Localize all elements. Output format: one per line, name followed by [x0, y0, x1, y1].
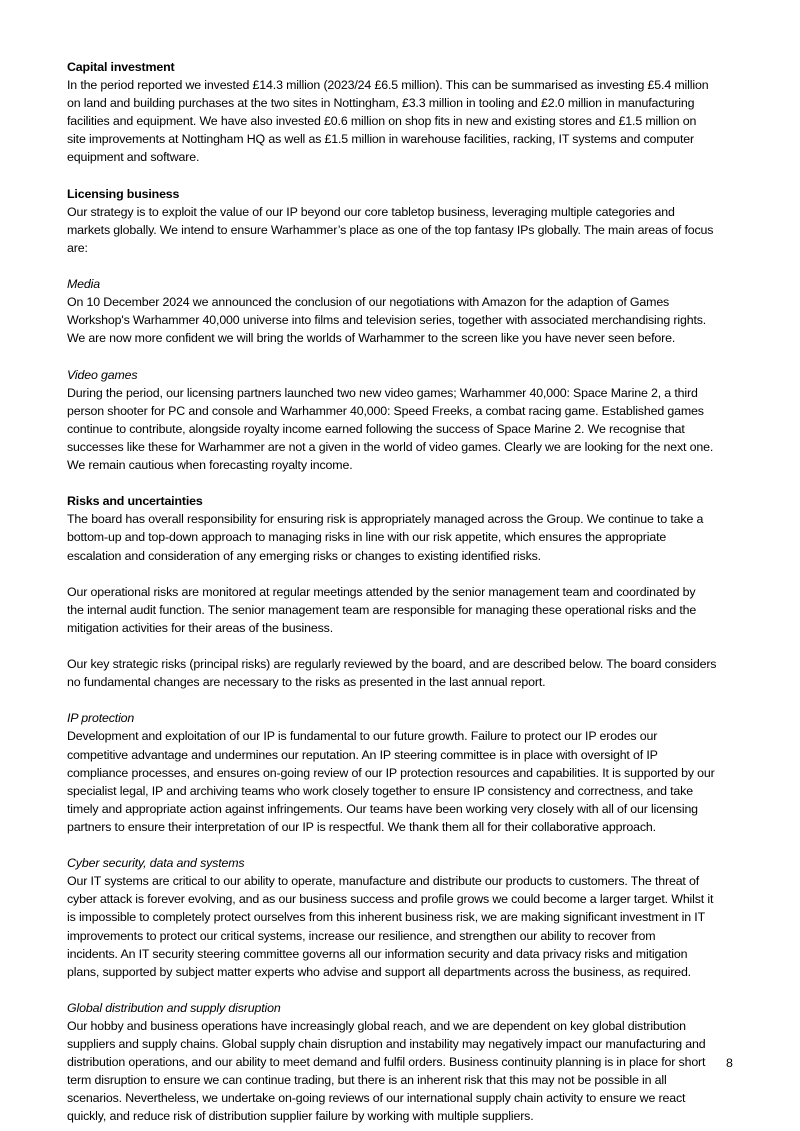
licensing-business-section	[67, 185, 739, 475]
text-line: improvements to protect our critical systems, increase our resilience, and strengthen our ability to recover from	[67, 928, 656, 943]
text-line: facilities and equipment. We have also invested £0.6 million on shop fits in new and existing stores and £1.5 million on	[67, 114, 697, 129]
text-line: partners to ensure their interpretation of our IP is respectful. We thank them all for their collaborative approach.	[67, 819, 656, 834]
spacer	[67, 565, 739, 583]
text-line: The board has overall responsibility for ensuring risk is appropriately managed across the Group. We continue to take a	[67, 512, 704, 527]
document-page	[67, 58, 739, 1126]
text-line: On 10 December 2024 we announced the conclusion of our negotiations with Amazon for the adaption of Games	[67, 295, 670, 310]
spacer	[67, 836, 739, 854]
spacer	[67, 637, 739, 655]
text-line: cyber attack is forever evolving, and as our business success and profile grows we could become a larger target. Whilst it	[67, 892, 714, 907]
spacer	[67, 691, 739, 709]
section-heading: Licensing business	[67, 186, 180, 201]
subsection-heading: Media	[67, 277, 100, 292]
spacer	[67, 348, 739, 366]
text-line: mitigation activities for their areas of the business.	[67, 620, 334, 635]
text-line: escalation and consideration of any emerging risks or changes to existing identified risks.	[67, 548, 541, 563]
media-paragraph	[67, 293, 739, 347]
spacer	[67, 257, 739, 275]
section-heading: Risks and uncertainties	[67, 494, 203, 509]
text-line: Our strategy is to exploit the value of our IP beyond our core tabletop business, leveraging multiple categories and	[67, 204, 675, 219]
text-line: successes like these for Warhammer are not a given in the world of video games. Clearly we are looking for the next one.	[67, 439, 714, 454]
text-line: competitive advantage and undermines our reputation. An IP steering committee is in place with oversight of IP	[67, 747, 658, 762]
text-line: Workshop's Warhammer 40,000 universe into films and television series, together with associated merchandising rights.	[67, 313, 707, 328]
text-line: Our IT systems are critical to our ability to operate, manufacture and distribute our products to customers. The threat of	[67, 874, 700, 889]
text-line: bottom-up and top-down approach to managing risks in line with our risk appetite, which ensures the appropriate	[67, 530, 667, 545]
risks-paragraph-2	[67, 583, 739, 637]
text-line: markets globally. We intend to ensure Warhammer’s place as one of the top fantasy IPs globally. The main areas of focus	[67, 222, 714, 237]
text-line: In the period reported we invested £14.3 million (2023/24 £6.5 million). This can be summarised as investing £5.4 million	[67, 78, 709, 93]
video-games-paragraph	[67, 384, 739, 474]
text-line: the internal audit function. The senior management team are responsible for managing these operational risks and the	[67, 602, 697, 617]
text-line: no fundamental changes are necessary to the risks as presented in the last annual report.	[67, 675, 546, 690]
text-line: distribution operations, and our ability to meet demand and fulfil orders. Business continuity planning is in place for short	[67, 1055, 706, 1070]
risks-paragraph-3	[67, 655, 739, 691]
text-line: on land and building purchases at the two sites in Nottingham, £3.3 million in tooling and £2.0 million in manufacturing	[67, 96, 695, 111]
capital-investment-paragraph	[67, 76, 739, 166]
spacer	[67, 981, 739, 999]
text-line: specialist legal, IP and archiving teams who work closely together to ensure IP consistency and correctness, and take	[67, 783, 693, 798]
text-line: Development and exploitation of our IP is fundamental to our future growth. Failure to protect our IP erodes our	[67, 729, 658, 744]
capital-investment-section	[67, 58, 739, 167]
subsection-heading: Global distribution and supply disruption	[67, 1000, 281, 1015]
text-line: continue to contribute, alongside royalty income earned following the success of Space Marine 2. We recognise that	[67, 421, 685, 436]
cyber-security-paragraph	[67, 872, 739, 981]
text-line: incidents. An IT security steering committee governs all our information security and data privacy risks and mitigation	[67, 946, 688, 961]
page-number: 8	[726, 1056, 733, 1070]
text-line: We are now more confident we will bring the worlds of Warhammer to the screen like you have never seen before.	[67, 331, 676, 346]
text-line: equipment and software.	[67, 150, 200, 165]
spacer	[67, 167, 739, 185]
text-line: quickly, and reduce risk of distribution supplier failure by working with multiple suppliers.	[67, 1109, 534, 1124]
text-line: term disruption to ensure we can continue trading, but there is an inherent risk that this may not be possible in all	[67, 1073, 667, 1088]
text-line: are:	[67, 240, 88, 255]
text-line: timely and appropriate action against infringements. Our teams have been working very closely with all of our licensing	[67, 801, 698, 816]
text-line: Our hobby and business operations have increasingly global reach, and we are dependent on key global distribution	[67, 1018, 686, 1033]
risks-paragraph-1	[67, 510, 739, 564]
risks-section	[67, 492, 739, 1125]
licensing-intro-paragraph	[67, 203, 739, 257]
subsection-heading: Cyber security, data and systems	[67, 856, 245, 871]
supply-disruption-paragraph	[67, 1017, 739, 1126]
text-line: Our operational risks are monitored at regular meetings attended by the senior management team and coordinated by	[67, 584, 696, 599]
text-line: suppliers and supply chains. Global supply chain disruption and instability may negatively impact our manufacturing and	[67, 1037, 706, 1052]
text-line: scenarios. Nevertheless, we undertake on-going reviews of our international supply chain activity to ensure we react	[67, 1091, 686, 1106]
text-line: is impossible to completely protect ourselves from this inherent business risk, we are making significant investment in IT	[67, 910, 705, 925]
text-line: compliance processes, and ensures on-going review of our IP protection resources and capabilities. It is supported by our	[67, 765, 715, 780]
ip-protection-paragraph	[67, 727, 739, 836]
text-line: site improvements at Nottingham HQ as well as £1.5 million in warehouse facilities, racking, IT systems and computer	[67, 132, 694, 147]
text-line: Our key strategic risks (principal risks) are regularly reviewed by the board, and are described below. The board considers	[67, 657, 717, 672]
section-heading: Capital investment	[67, 60, 175, 74]
text-line: We remain cautious when forecasting royalty income.	[67, 458, 353, 473]
text-line: During the period, our licensing partners launched two new video games; Warhammer 40,000: Space Marine 2, a third	[67, 385, 698, 400]
subsection-heading: IP protection	[67, 711, 135, 726]
subsection-heading: Video games	[67, 367, 138, 382]
spacer	[67, 474, 739, 492]
text-line: plans, supported by subject matter experts who advise and support all departments across the business, as required.	[67, 964, 691, 979]
text-line: person shooter for PC and console and Warhammer 40,000: Speed Freeks, a combat racing game. Established games	[67, 403, 704, 418]
